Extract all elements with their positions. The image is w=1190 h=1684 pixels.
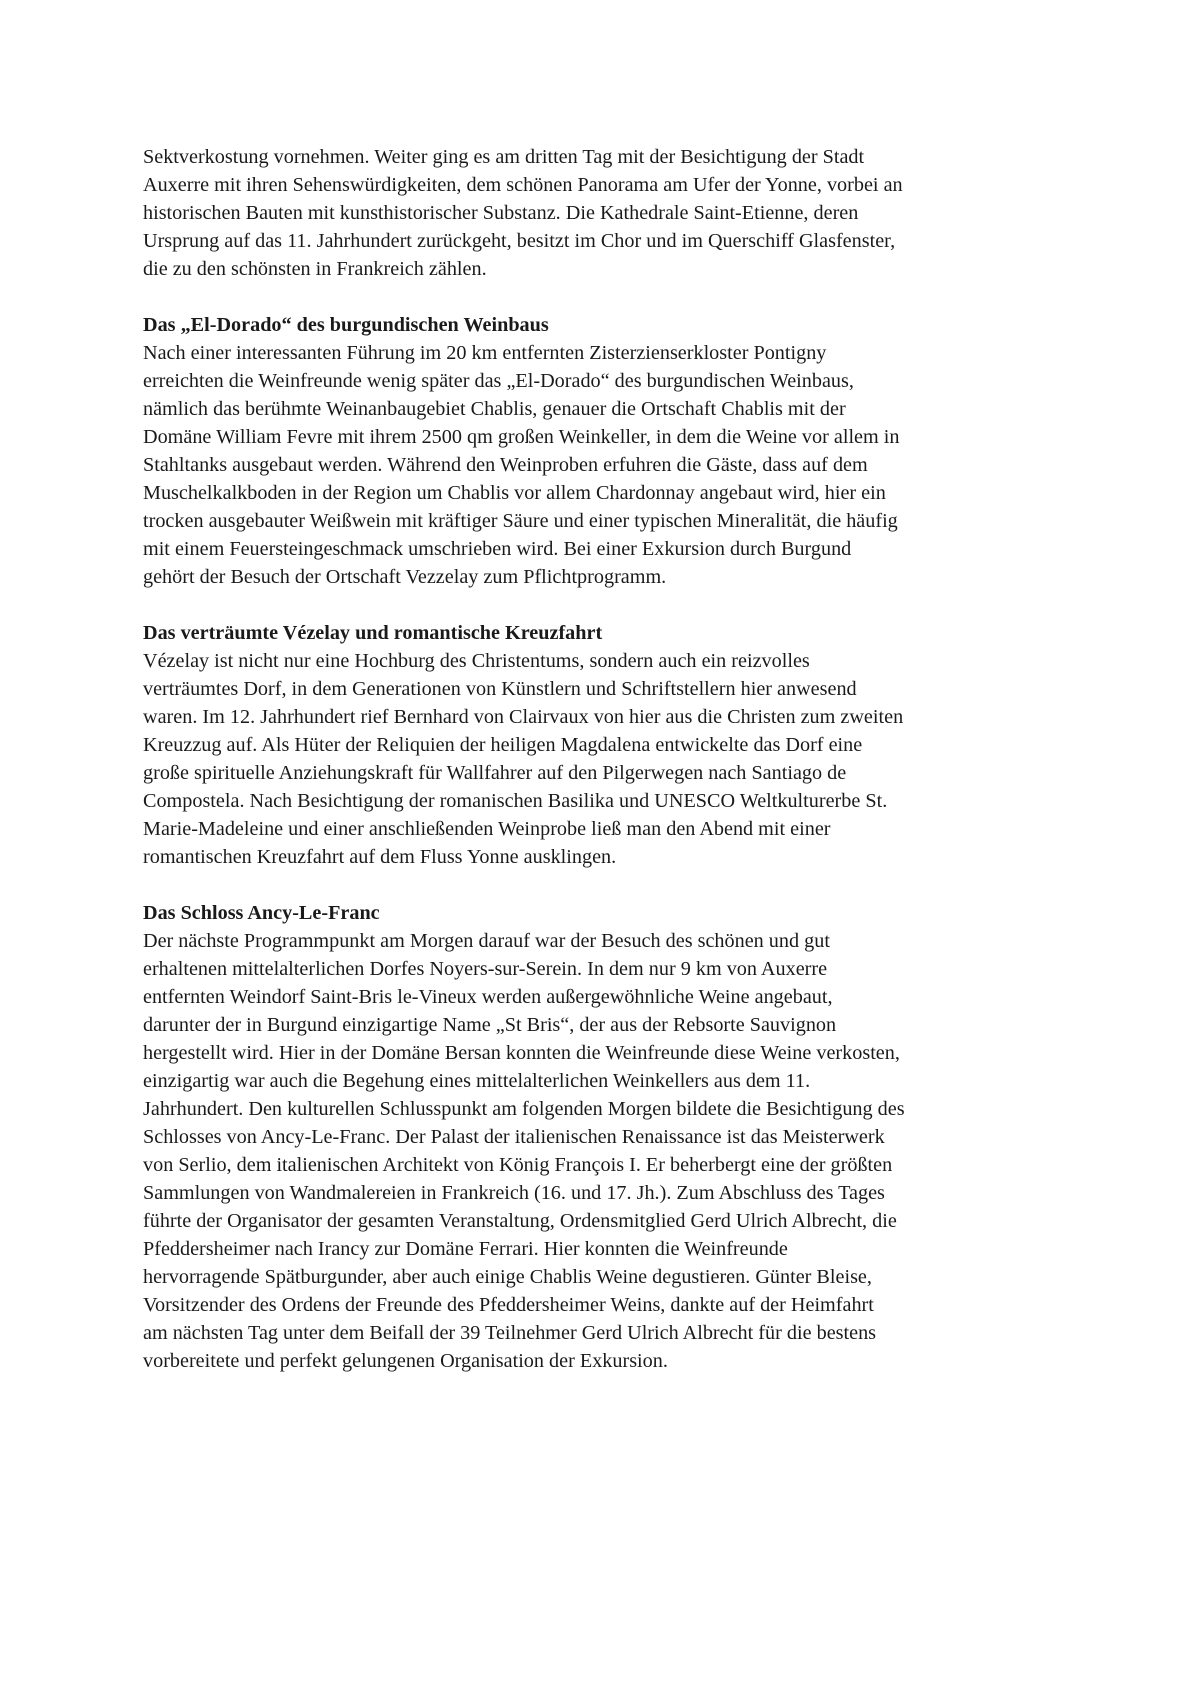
section-heading: Das verträumte Vézelay und romantische Kreuzfahrt	[143, 622, 603, 644]
text-line: verträumtes Dorf, in dem Generationen von Künstlern und Schriftstellern hier anwesend	[143, 678, 857, 700]
text-line: nämlich das berühmte Weinanbaugebiet Chablis, genauer die Ortschaft Chablis mit der	[143, 398, 846, 420]
section-vezelay	[143, 619, 1063, 871]
text-line: Nach einer interessanten Führung im 20 km entfernten Zisterzienserkloster Pontigny	[143, 342, 827, 364]
text-line: Sammlungen von Wandmalereien in Frankreich (16. und 17. Jh.). Zum Abschluss des Tages	[143, 1182, 885, 1204]
text-line: hergestellt wird. Hier in der Domäne Bersan konnten die Weinfreunde diese Weine verkosten,	[143, 1042, 900, 1064]
section-el-dorado	[143, 311, 1063, 591]
text-line: erhaltenen mittelalterlichen Dorfes Noyers-sur-Serein. In dem nur 9 km von Auxerre	[143, 958, 828, 980]
text-line: Kreuzzug auf. Als Hüter der Reliquien der heiligen Magdalena entwickelte das Dorf eine	[143, 734, 863, 756]
text-line: Jahrhundert. Den kulturellen Schlusspunkt am folgenden Morgen bildete die Besichtigung des	[143, 1098, 905, 1120]
text-line: Ursprung auf das 11. Jahrhundert zurückgeht, besitzt im Chor und im Querschiff Glasfenster,	[143, 230, 896, 252]
text-line: erreichten die Weinfreunde wenig später das „El-Dorado“ des burgundischen Weinbaus,	[143, 370, 854, 392]
text-line: Compostela. Nach Besichtigung der romanischen Basilika und UNESCO Weltkulturerbe St.	[143, 790, 888, 812]
text-line: Vézelay ist nicht nur eine Hochburg des Christentums, sondern auch ein reizvolles	[143, 650, 810, 672]
text-line: darunter der in Burgund einzigartige Name „St Bris“, der aus der Rebsorte Sauvignon	[143, 1014, 837, 1036]
text-line: entfernten Weindorf Saint-Bris le-Vineux werden außergewöhnliche Weine angebaut,	[143, 986, 833, 1008]
text-line: trocken ausgebauter Weißwein mit kräftiger Säure und einer typischen Mineralität, die häufig	[143, 510, 898, 532]
text-line: Muschelkalkboden in der Region um Chablis vor allem Chardonnay angebaut wird, hier ein	[143, 482, 886, 504]
text-line: Auxerre mit ihren Sehenswürdigkeiten, dem schönen Panorama am Ufer der Yonne, vorbei an	[143, 174, 903, 196]
section-heading: Das „El-Dorado“ des burgundischen Weinbaus	[143, 314, 549, 336]
text-line: waren. Im 12. Jahrhundert rief Bernhard von Clairvaux von hier aus die Christen zum zweiten	[143, 706, 904, 728]
section-paragraph	[143, 339, 1063, 591]
text-line: gehört der Besuch der Ortschaft Vezzelay zum Pflichtprogramm.	[143, 566, 667, 588]
text-line: Domäne William Fevre mit ihrem 2500 qm großen Weinkeller, in dem die Weine vor allem in	[143, 426, 900, 448]
text-line: Stahltanks ausgebaut werden. Während den Weinproben erfuhren die Gäste, dass auf dem	[143, 454, 868, 476]
text-line: historischen Bauten mit kunsthistorischer Substanz. Die Kathedrale Saint-Etienne, deren	[143, 202, 859, 224]
document-page	[143, 143, 1063, 1375]
intro-paragraph	[143, 143, 1063, 283]
text-line: Schlosses von Ancy-Le-Franc. Der Palast der italienischen Renaissance ist das Meisterwerk	[143, 1126, 885, 1148]
text-line: am nächsten Tag unter dem Beifall der 39 Teilnehmer Gerd Ulrich Albrecht für die bestens	[143, 1322, 877, 1344]
text-line: Marie-Madeleine und einer anschließenden Weinprobe ließ man den Abend mit einer	[143, 818, 831, 840]
section-ancy-le-franc	[143, 899, 1063, 1375]
text-line: Vorsitzender des Ordens der Freunde des Pfeddersheimer Weins, dankte auf der Heimfahrt	[143, 1294, 874, 1316]
text-line: führte der Organisator der gesamten Veranstaltung, Ordensmitglied Gerd Ulrich Albrecht, die	[143, 1210, 897, 1232]
text-line: große spirituelle Anziehungskraft für Wallfahrer auf den Pilgerwegen nach Santiago de	[143, 762, 847, 784]
text-line: Pfeddersheimer nach Irancy zur Domäne Ferrari. Hier konnten die Weinfreunde	[143, 1238, 788, 1260]
text-line: vorbereitete und perfekt gelungenen Organisation der Exkursion.	[143, 1350, 668, 1372]
section-paragraph	[143, 647, 1063, 871]
text-line: einzigartig war auch die Begehung eines mittelalterlichen Weinkellers aus dem 11.	[143, 1070, 811, 1092]
text-line: romantischen Kreuzfahrt auf dem Fluss Yonne ausklingen.	[143, 846, 617, 868]
text-line: Sektverkostung vornehmen. Weiter ging es am dritten Tag mit der Besichtigung der Stadt	[143, 146, 865, 168]
text-line: mit einem Feuersteingeschmack umschrieben wird. Bei einer Exkursion durch Burgund	[143, 538, 852, 560]
text-line: von Serlio, dem italienischen Architekt von König François I. Er beherbergt eine der größten	[143, 1154, 893, 1176]
section-paragraph	[143, 927, 1063, 1375]
section-heading: Das Schloss Ancy-Le-Franc	[143, 902, 380, 924]
text-line: die zu den schönsten in Frankreich zählen.	[143, 258, 487, 280]
text-line: Der nächste Programmpunkt am Morgen darauf war der Besuch des schönen und gut	[143, 930, 830, 952]
text-line: hervorragende Spätburgunder, aber auch einige Chablis Weine degustieren. Günter Bleise,	[143, 1266, 872, 1288]
